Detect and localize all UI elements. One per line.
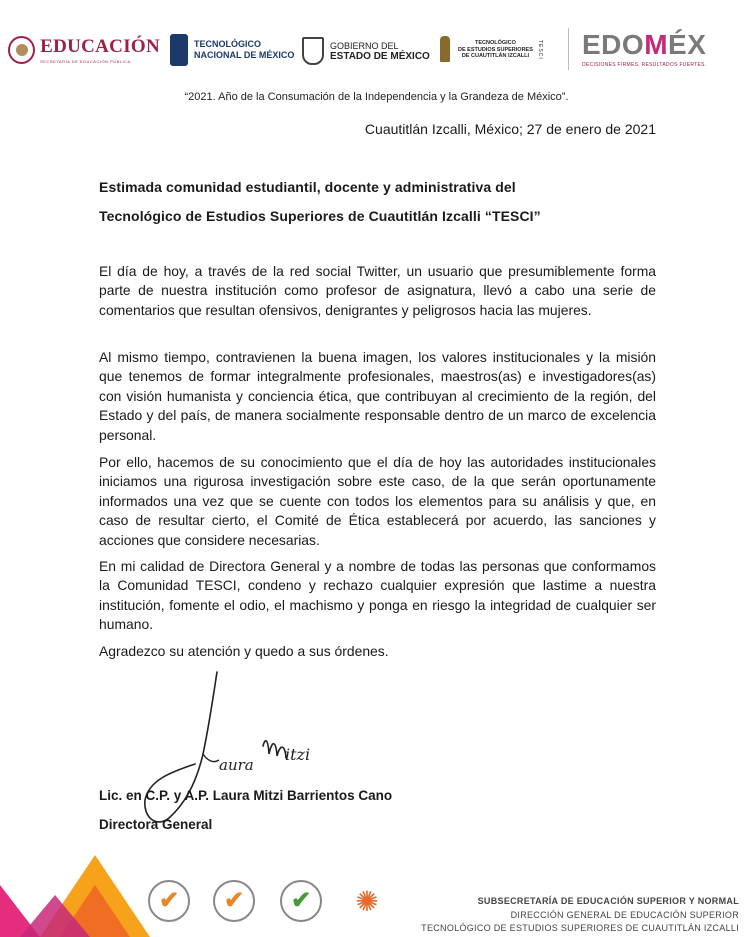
educacion-logo-title: EDUCACIÓN — [40, 36, 160, 57]
handwritten-signature — [135, 668, 345, 828]
paragraph-4: En mi calidad de Directora General y a nombre de todas las personas que conformamos la Comunidad TESCI, condeno y rechazo cualquier expresión que lastime a nuestra institución, fomente el odio, el machismo y ponga en riesgo la integridad de cualquier ser humano. — [99, 558, 656, 633]
educacion-logo — [8, 30, 160, 70]
certification-badge-3-icon: ✔ — [280, 880, 322, 922]
certification-badge-2-icon: ✔ — [213, 880, 255, 922]
greeting-line2: Tecnológico de Estudios Superiores de Cuautitlán Izcalli “TESCI” — [99, 208, 541, 224]
edomex-tagline: DECISIONES FIRMES, RESULTADOS FUERTES. — [582, 62, 707, 68]
header-divider — [568, 28, 569, 70]
paragraph-3: Por ello, hacemos de su conocimiento que el día de hoy las autoridades institucionales iniciamos una rigurosa investigación sobre este caso, de la que serán oportunamente informados una vez que se cuente con todos los elementos para su análisis y que, en caso de resultar cierto, el Comité de Ética establecerá por acuerdo, las sanciones y acciones que considere necesarias. — [99, 454, 656, 548]
paragraph-2: Al mismo tiempo, contravienen la buena imagen, los valores institucionales y la misión que tenemos de formar integralmente profesionales, maestros(as) e investigadores(as) con visión humanista y conciencia ética, que contribuyan al crecimiento de la región, del Estado y del país, de manera socialmente responsable dentro de un marco de excelencia personal. — [99, 349, 656, 443]
tecnm-line1: TECNOLÓGICO — [194, 39, 261, 49]
gobierno-line2: ESTADO DE MÉXICO — [330, 50, 430, 62]
footer-line1: SUBSECRETARÍA DE EDUCACIÓN SUPERIOR Y NORMAL — [477, 896, 739, 906]
tecnm-emblem-icon — [170, 34, 188, 66]
paragraph-1: El día de hoy, a través de la red social Twitter, un usuario que presumiblemente forma parte de nuestra institución como profesor de asignatura, llevó a cabo una serie de comentarios que resultan ofensivos, denigrantes y peligrosos hacia las mujeres. — [99, 263, 656, 318]
tecnm-logo — [170, 32, 295, 68]
tesci-emblem-icon — [436, 34, 454, 66]
signatory-position: Directora General — [99, 817, 213, 832]
gobierno-line1: GOBIERNO DEL — [330, 40, 399, 51]
certification-badge-1-icon: ✔ — [148, 880, 190, 922]
paragraph-5: Agradezco su atención y quedo a sus órdenes. — [99, 643, 389, 659]
signatory-name: Lic. en C.P. y A.P. Laura Mitzi Barrientos Cano — [99, 788, 393, 803]
tecnm-line2: NACIONAL DE MÉXICO — [194, 50, 295, 60]
colorful-star-emblem-icon: ✺ — [355, 885, 379, 917]
svg-text:aura: aura — [219, 756, 254, 774]
gobierno-edomex-logo — [302, 32, 432, 70]
footer-line3: TECNOLÓGICO DE ESTUDIOS SUPERIORES DE CUAUTITLÁN IZCALLI — [421, 923, 739, 933]
mexico-seal-icon — [8, 36, 35, 64]
tesci-line3: DE CUAUTITLÁN IZCALLI — [461, 53, 530, 60]
coat-of-arms-icon — [302, 37, 324, 65]
year-motto: “2021. Año de la Consumación de la Independencia y la Grandeza de México”. — [184, 91, 569, 103]
tesci-vertical-text: TESCI — [536, 40, 543, 60]
greeting-line1: Estimada comunidad estudiantil, docente y administrativa del — [99, 179, 516, 195]
svg-text:itzi: itzi — [285, 745, 311, 764]
edomex-mark: M — [644, 29, 669, 60]
dateline: Cuautitlán Izcalli, México; 27 de enero de 2021 — [364, 121, 656, 137]
tesci-line1: TECNOLÓGICO — [474, 40, 516, 47]
tesci-logo — [436, 30, 556, 70]
decorative-triangle-graphic — [0, 855, 150, 937]
edomex-logo — [582, 30, 742, 70]
educacion-logo-subtitle: SECRETARÍA DE EDUCACIÓN PÚBLICA — [40, 59, 131, 64]
footer-line2: DIRECCIÓN GENERAL DE EDUCACIÓN SUPERIOR — [510, 910, 739, 920]
edomex-prefix: EDO — [582, 29, 645, 60]
edomex-suffix: ÉX — [668, 29, 707, 60]
tesci-line2: DE ESTUDIOS SUPERIORES — [458, 46, 533, 53]
